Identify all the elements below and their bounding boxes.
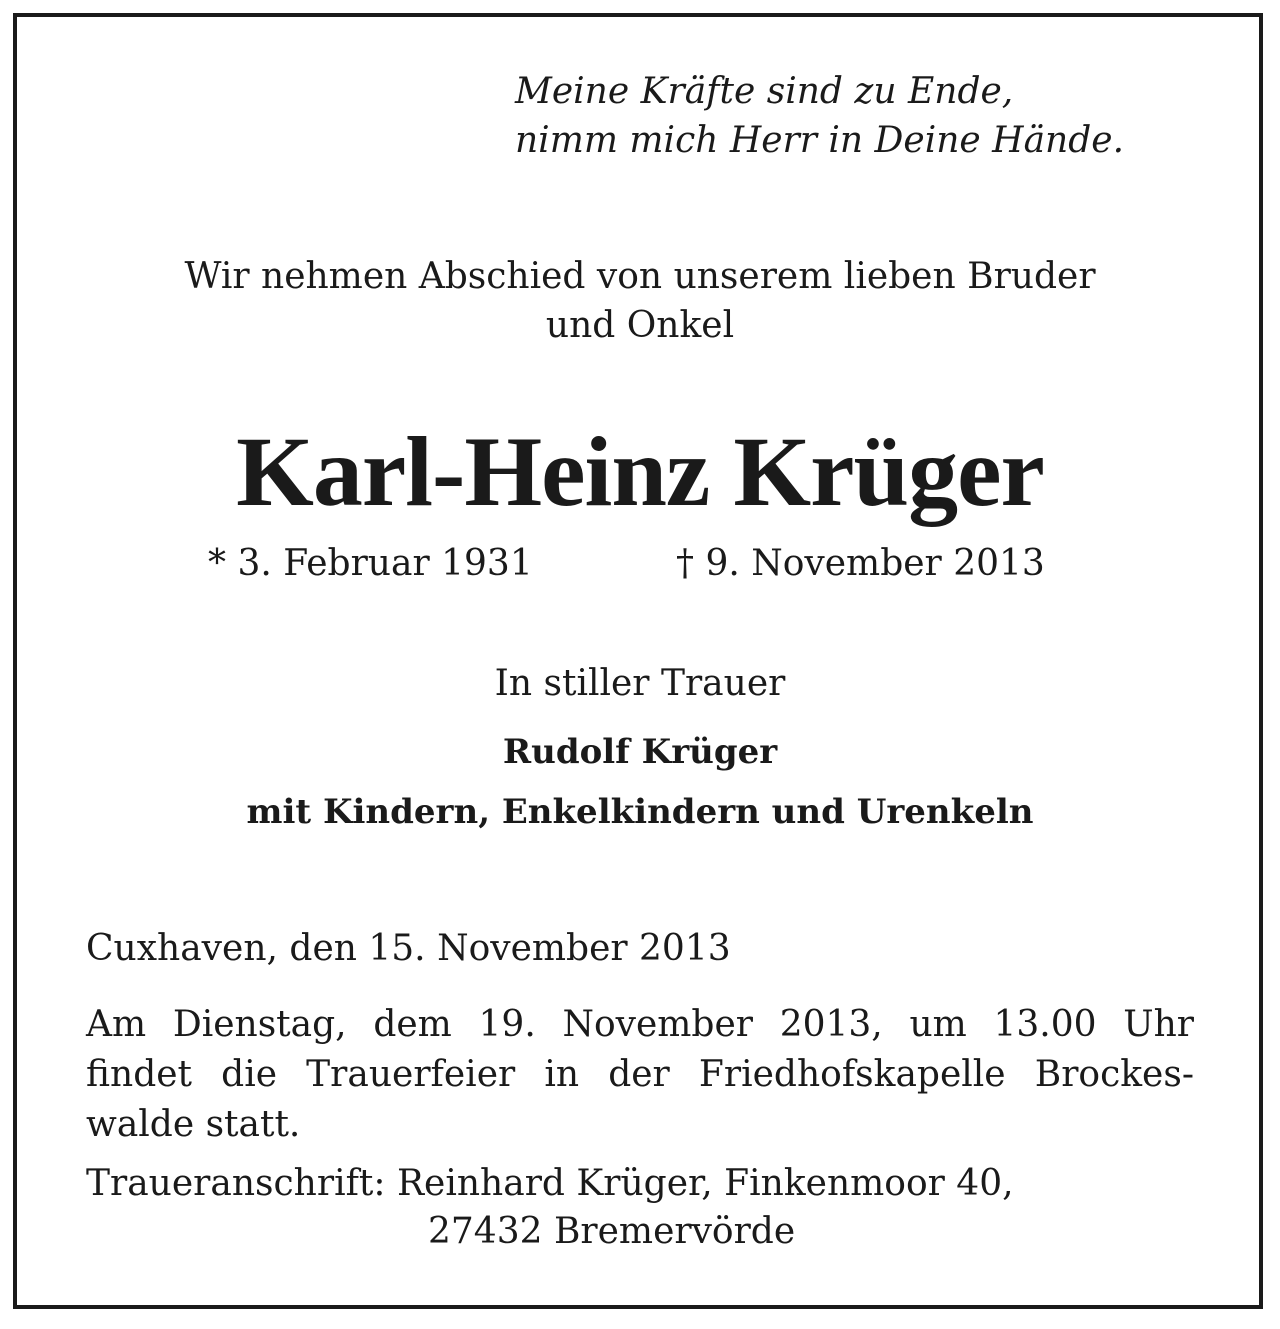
verse-line-2: nimm mich Herr in Deine Hände. [515, 120, 1125, 161]
funeral-service-info [86, 1000, 1194, 1150]
service-line-1: Am Dienstag, dem 19. November 2013, um 13.00 Uhr [86, 1004, 1194, 1045]
mourning-address-line-1: Traueranschrift: Reinhard Krüger, Finkenmoor 40, [86, 1163, 1014, 1204]
mourner-name: Rudolf Krüger [502, 732, 778, 772]
service-line-2: findet die Trauerfeier in der Friedhofskapelle Brockes- [86, 1054, 1194, 1095]
mourning-address-line-2: 27432 Bremervörde [428, 1211, 796, 1252]
deceased-name: Karl-Heinz Krüger [236, 416, 1044, 527]
birth-date: * 3. Februar 1931 [208, 543, 533, 584]
intro-line-2: und Onkel [545, 305, 735, 346]
mourner-family: mit Kindern, Enkelkindern und Urenkeln [246, 792, 1034, 832]
service-line-3: walde statt. [86, 1104, 301, 1145]
mourning-heading: In stiller Trauer [494, 663, 786, 704]
death-date: † 9. November 2013 [676, 543, 1045, 584]
place-and-date: Cuxhaven, den 15. November 2013 [86, 928, 731, 969]
verse-line-1: Meine Kräfte sind zu Ende, [515, 71, 1014, 112]
intro-line-1: Wir nehmen Abschied von unserem lieben Bruder [184, 256, 1096, 297]
